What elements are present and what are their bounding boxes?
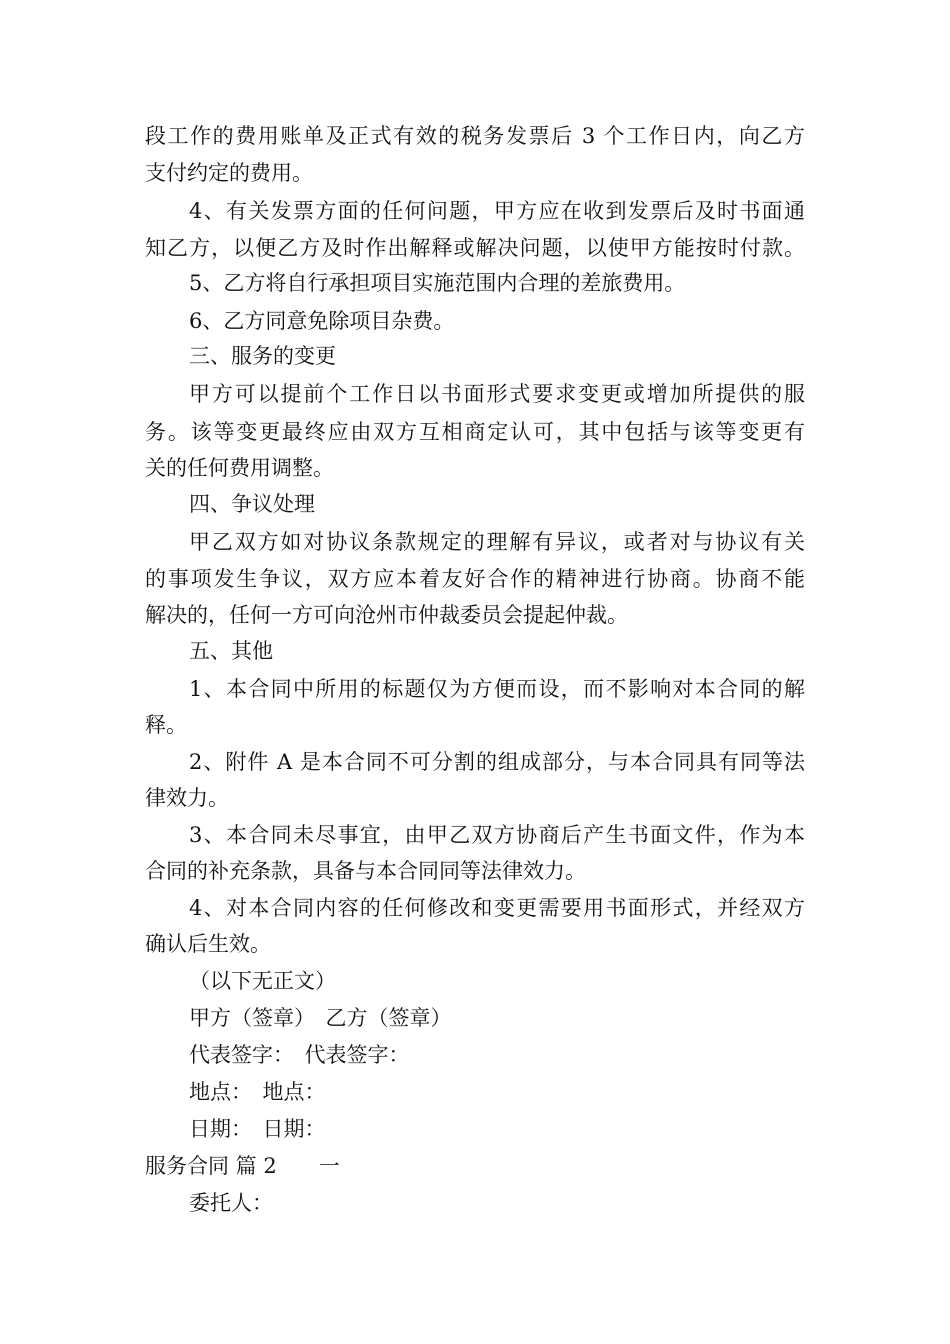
- paragraph-line: 支付约定的费用。: [145, 161, 313, 185]
- paragraph-line: 委托人：: [189, 1191, 273, 1215]
- paragraph-line: 4、有关发票方面的任何问题，甲方应在收到发票后及时书面通: [189, 199, 805, 223]
- section-title: 服务合同 篇 2 一: [145, 1154, 340, 1178]
- paragraph-line: 2、附件 A 是本合同不可分割的组成部分，与本合同具有同等法: [189, 750, 805, 774]
- paragraph-line: 6、乙方同意免除项目杂费。: [189, 309, 455, 333]
- signature-line: 代表签字： 代表签字：: [189, 1043, 410, 1067]
- signature-line: 地点： 地点：: [189, 1080, 326, 1104]
- signature-line: 甲方（签章） 乙方（签章）: [189, 1006, 452, 1030]
- paragraph-line: 甲乙双方如对协议条款规定的理解有异议，或者对与协议有关: [189, 530, 805, 554]
- paragraph-line: 确认后生效。: [145, 932, 271, 956]
- paragraph-line: 4、对本合同内容的任何修改和变更需要用书面形式，并经双方: [189, 896, 805, 920]
- section-heading: 四、争议处理: [189, 492, 315, 516]
- paragraph-line: 合同的补充条款，具备与本合同同等法律效力。: [145, 859, 586, 883]
- paragraph-line: 解决的，任何一方可向沧州市仲裁委员会提起仲裁。: [145, 603, 628, 627]
- paragraph-line: 务。该等变更最终应由双方互相商定认可，其中包括与该等变更有: [145, 420, 805, 444]
- closing-note: （以下无正文）: [189, 969, 336, 993]
- section-heading: 五、其他: [189, 639, 273, 663]
- paragraph-line: 段工作的费用账单及正式有效的税务发票后 3 个工作日内，向乙方: [145, 124, 805, 148]
- signature-line: 日期： 日期：: [189, 1117, 326, 1141]
- paragraph-line: 关的任何费用调整。: [145, 456, 334, 480]
- paragraph-line: 律效力。: [145, 786, 229, 810]
- paragraph-line: 甲方可以提前个工作日以书面形式要求变更或增加所提供的服: [189, 382, 805, 406]
- section-heading: 三、服务的变更: [189, 344, 336, 368]
- paragraph-line: 5、乙方将自行承担项目实施范围内合理的差旅费用。: [189, 271, 686, 295]
- paragraph-line: 释。: [145, 713, 187, 737]
- paragraph-line: 的事项发生争议，双方应本着友好合作的精神进行协商。协商不能: [145, 567, 805, 591]
- paragraph-line: 1、本合同中所用的标题仅为方便而设，而不影响对本合同的解: [189, 677, 805, 701]
- paragraph-line: 知乙方，以便乙方及时作出解释或解决问题，以使甲方能按时付款。: [145, 236, 805, 260]
- paragraph-line: 3、本合同未尽事宜，由甲乙双方协商后产生书面文件，作为本: [189, 823, 805, 847]
